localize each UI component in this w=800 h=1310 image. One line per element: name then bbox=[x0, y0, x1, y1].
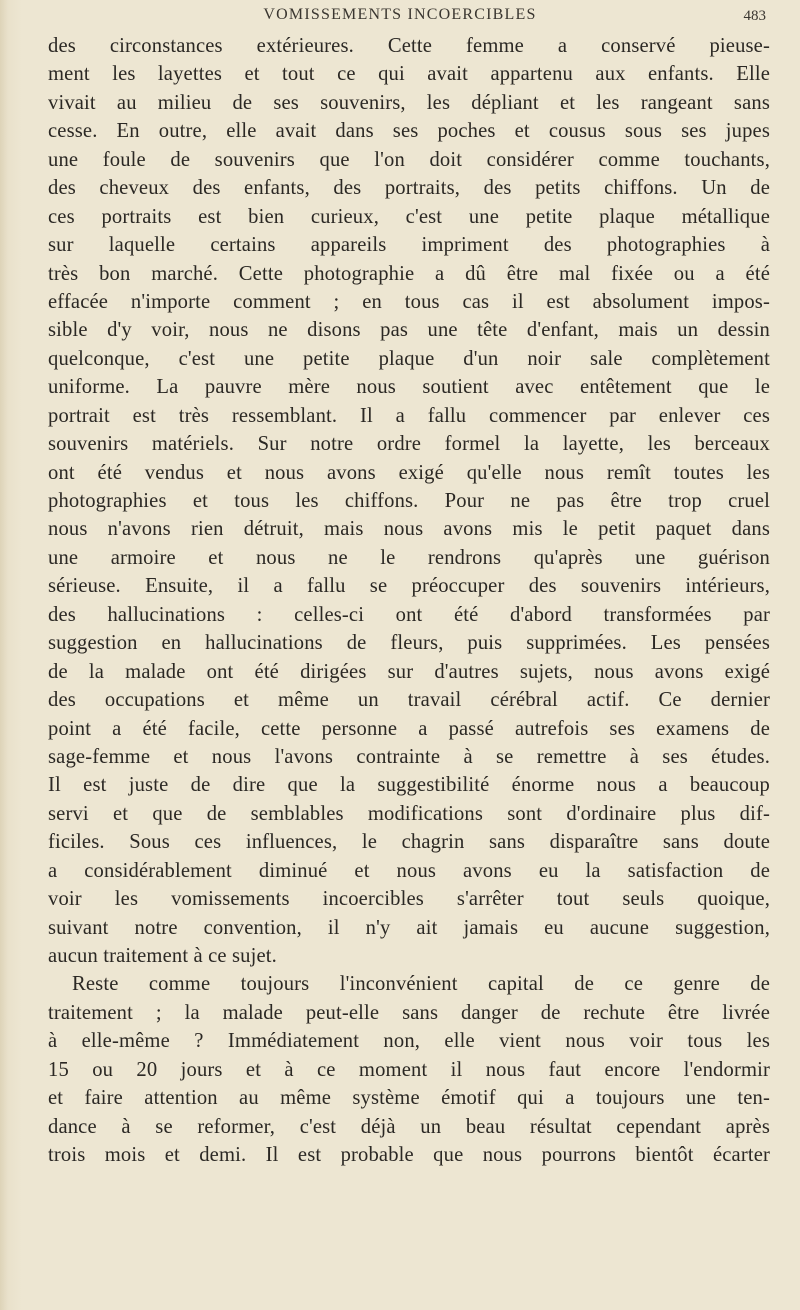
text-line: point a été facile, cette personne a passé autrefois ses examens de bbox=[48, 717, 770, 740]
text-line: et faire attention au même système émotif qui a toujours une ten- bbox=[48, 1087, 770, 1110]
text-line: Reste comme toujours l'inconvénient capital de ce genre de bbox=[72, 973, 770, 996]
text-line: traitement ; la malade peut-elle sans danger de rechute être livrée bbox=[48, 1001, 770, 1024]
text-line: a considérablement diminué et nous avons eu la satisfaction de bbox=[48, 859, 770, 882]
text-line: aucun traitement à ce sujet. bbox=[48, 945, 277, 967]
text-line: très bon marché. Cette photographie a dû être mal fixée ou a été bbox=[48, 262, 770, 285]
text-line: nous n'avons rien détruit, mais nous avons mis le petit paquet dans bbox=[48, 518, 770, 541]
text-line: uniforme. La pauvre mère nous soutient avec entêtement que le bbox=[48, 376, 770, 399]
text-line: ces portraits est bien curieux, c'est une petite plaque métallique bbox=[48, 205, 770, 228]
paragraph-1 bbox=[48, 32, 770, 970]
text-line: des occupations et même un travail cérébral actif. Ce dernier bbox=[48, 689, 770, 712]
text-line: une foule de souvenirs que l'on doit considérer comme touchants, bbox=[48, 148, 770, 171]
text-line: cesse. En outre, elle avait dans ses poches et cousus sous ses jupes bbox=[48, 120, 770, 143]
text-line: une armoire et nous ne le rendrons qu'après une guérison bbox=[48, 546, 770, 569]
paragraph-2 bbox=[48, 970, 770, 1169]
text-line: de la malade ont été dirigées sur d'autres sujets, nous avons exigé bbox=[48, 660, 770, 683]
text-line: souvenirs matériels. Sur notre ordre formel la layette, les berceaux bbox=[48, 433, 770, 456]
body-text bbox=[48, 32, 770, 1170]
text-line: photographies et tous les chiffons. Pour ne pas être trop cruel bbox=[48, 490, 770, 512]
text-line: des hallucinations : celles-ci ont été d'abord transformées par bbox=[48, 603, 770, 626]
text-line: à elle-même ? Immédiatement non, elle vient nous voir tous les bbox=[48, 1030, 770, 1053]
text-line: ficiles. Sous ces influences, le chagrin sans disparaître sans doute bbox=[48, 831, 770, 854]
text-line: vivait au milieu de ses souvenirs, les dépliant et les rangeant sans bbox=[48, 91, 770, 114]
text-line: suivant notre convention, il n'y ait jamais eu aucune suggestion, bbox=[48, 916, 770, 939]
text-line: suggestion en hallucinations de fleurs, puis supprimées. Les pensées bbox=[48, 632, 770, 655]
text-line: des circonstances extérieures. Cette femme a conservé pieuse- bbox=[48, 35, 770, 57]
text-line: voir les vomissements incoercibles s'arrêter tout seuls quoique, bbox=[48, 888, 770, 911]
text-line: des cheveux des enfants, des portraits, des petits chiffons. Un de bbox=[48, 177, 770, 200]
text-line: sage-femme et nous l'avons contrainte à se remettre à ses études. bbox=[48, 745, 770, 768]
text-line: 15 ou 20 jours et à ce moment il nous faut encore l'endormir bbox=[48, 1058, 770, 1081]
page-number: 483 bbox=[743, 8, 766, 24]
text-line: portrait est très ressemblant. Il a fallu commencer par enlever ces bbox=[48, 404, 770, 427]
text-line: ont été vendus et nous avons exigé qu'elle nous remît toutes les bbox=[48, 461, 770, 484]
text-line: dance à se reformer, c'est déjà un beau résultat cependant après bbox=[48, 1115, 770, 1138]
text-line: trois mois et demi. Il est probable que nous pourrons bientôt écarter bbox=[48, 1144, 770, 1167]
running-title: VOMISSEMENTS INCOERCIBLES bbox=[263, 6, 537, 23]
text-line: ment les layettes et tout ce qui avait appartenu aux enfants. Elle bbox=[48, 63, 770, 86]
text-line: effacée n'importe comment ; en tous cas il est absolument impos- bbox=[48, 290, 770, 313]
text-line: sible d'y voir, nous ne disons pas une tête d'enfant, mais un dessin bbox=[48, 319, 770, 342]
text-line: Il est juste de dire que la suggestibilité énorme nous a beaucoup bbox=[48, 774, 770, 797]
text-line: servi et que de semblables modifications sont d'ordinaire plus dif- bbox=[48, 802, 770, 825]
text-line: quelconque, c'est une petite plaque d'un noir sale complètement bbox=[48, 347, 770, 370]
page-header bbox=[0, 4, 800, 30]
text-line: sur laquelle certains appareils impriment des photographies à bbox=[48, 234, 770, 257]
text-line: sérieuse. Ensuite, il a fallu se préoccuper des souvenirs intérieurs, bbox=[48, 575, 770, 598]
